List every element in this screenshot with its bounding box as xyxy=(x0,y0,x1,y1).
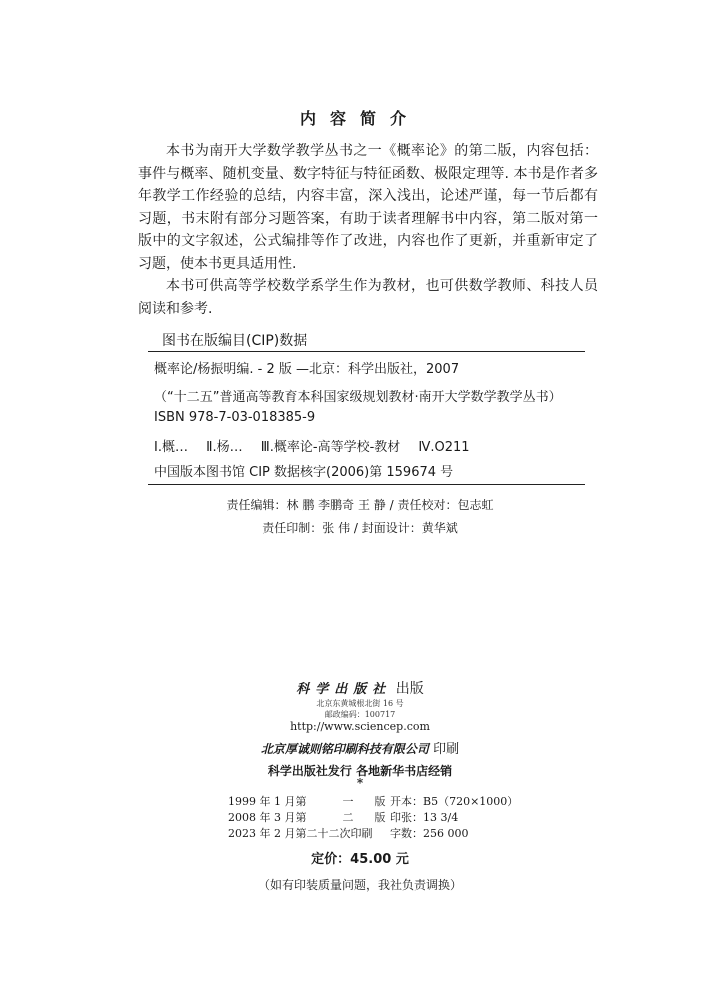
publisher-address: 北京东黄城根北街 16 号 xyxy=(316,699,404,708)
cip-top-rule xyxy=(148,351,585,352)
edition-table xyxy=(228,793,518,841)
edition-date: 2023 年 2 月第二十二次印刷 xyxy=(228,827,373,840)
intro-paragraph: 本书为南开大学数学教学丛书之一《概率论》的第二版，内容包括：事件与概率、随机变量、数字特征与特征函数、极限定理等. 本书是作者多年教学工作经验的总结，内容丰富，深入浅出，论述严谨，每一节后都有习题，书末附有部分习题答案，有助于读者理解书中内容，第二版对第一版中的文字叙述，公式编排等作了改进，内容也作了更新，并重新审定了习题，使本书更具适用性. xyxy=(138,143,598,272)
quality-notice: （如有印装质量问题，我社负责调换） xyxy=(257,878,462,892)
cip-bottom-rule xyxy=(148,484,585,485)
cip-class-item: Ⅳ.O211 xyxy=(418,440,470,455)
edition-date: 1999 年 1 月第 xyxy=(228,795,307,808)
publisher-postcode: 邮政编码：100717 xyxy=(324,710,396,719)
publisher-url: http://www.sciencep.com xyxy=(290,720,430,733)
edition-unit: 版 xyxy=(374,811,386,824)
cip-class-item: Ⅱ.杨… xyxy=(206,440,243,455)
price: 定价：45.00 元 xyxy=(311,852,409,867)
cip-title: 图书在版编目(CIP)数据 xyxy=(162,333,308,349)
cip-record: 概率论/杨振明编. - 2 版 —北京：科学出版社，2007 xyxy=(154,362,460,377)
edition-number: 二 xyxy=(342,811,354,824)
edition-spec: 字数：256 000 xyxy=(390,827,469,840)
printer-line xyxy=(0,738,720,757)
edition-row xyxy=(228,793,518,809)
edition-spec: 印张：13 3/4 xyxy=(390,811,459,824)
edition-spec: 开本：B5（720×1000） xyxy=(390,795,519,808)
intro-body xyxy=(138,140,598,320)
intro-title: 内容简介 xyxy=(299,109,420,128)
cip-isbn: ISBN 978-7-03-018385-9 xyxy=(154,410,316,425)
printer-name: 北京厚诚则铭印刷科技有限公司 xyxy=(260,742,429,756)
edition-date: 2008 年 3 月第 xyxy=(228,811,307,824)
separator-star: * xyxy=(356,776,364,790)
distribution: 科学出版社发行 各地新华书店经销 xyxy=(267,764,453,778)
publisher-line xyxy=(0,678,720,698)
edition-row xyxy=(228,809,518,825)
cip-class-item: Ⅰ.概… xyxy=(154,440,188,455)
edition-row xyxy=(228,825,518,841)
credits-line-2: 责任印制：张 伟 / 封面设计：黄华斌 xyxy=(262,521,458,535)
cip-number: 中国版本图书馆 CIP 数据核字(2006)第 159674 号 xyxy=(154,465,454,480)
credits-line-1: 责任编辑：林 鹏 李鹏奇 王 静 / 责任校对：包志虹 xyxy=(226,498,494,512)
edition-number: 一 xyxy=(342,795,354,808)
printer-suffix: 印刷 xyxy=(433,742,460,757)
edition-unit: 版 xyxy=(374,795,386,808)
cip-class-item: Ⅲ.概率论-高等学校-教材 xyxy=(260,440,401,455)
publisher-suffix: 出版 xyxy=(395,681,424,697)
cip-series: （“十二五”普通高等教育本科国家级规划教材·南开大学数学教学丛书） xyxy=(154,390,562,405)
intro-paragraph: 本书可供高等学校数学系学生作为教材，也可供数学教师、科技人员阅读和参考. xyxy=(138,278,598,317)
publisher-name: 科学出版社 xyxy=(296,682,392,697)
cip-classifications xyxy=(154,436,594,455)
